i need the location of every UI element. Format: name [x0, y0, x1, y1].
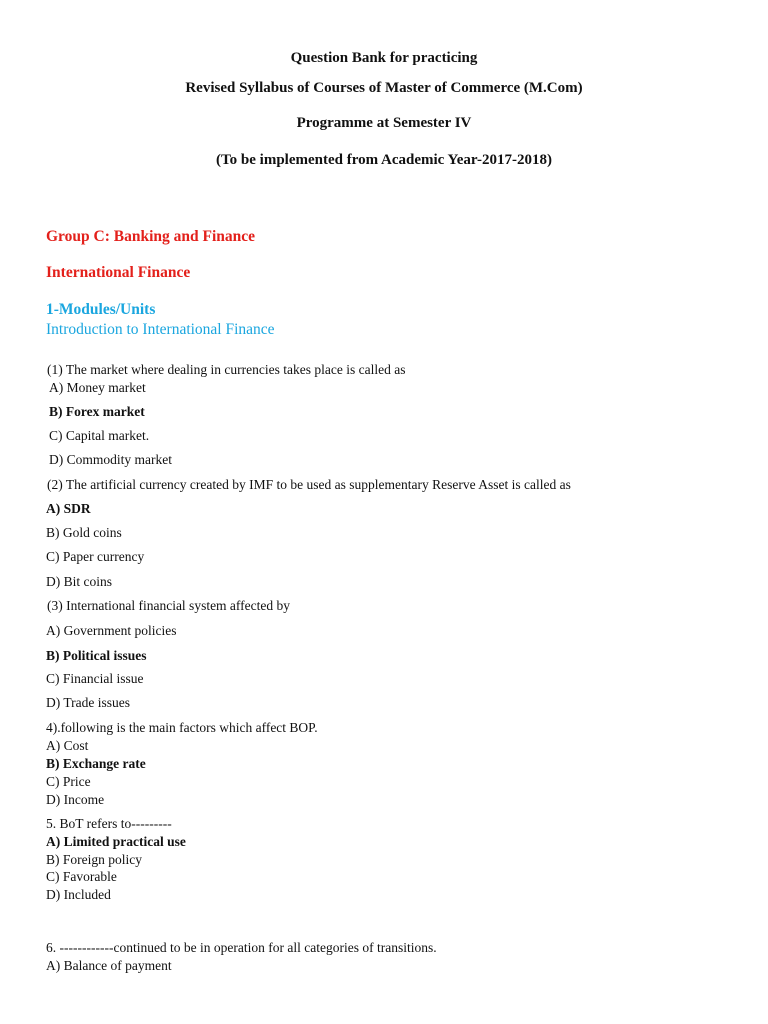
q3-option-d: D) Trade issues — [46, 695, 131, 710]
subject-heading: International Finance — [46, 264, 191, 281]
q1-option-b-answer: B) Forex market — [49, 404, 145, 419]
q2-option-a-answer: A) SDR — [46, 501, 91, 516]
q6-option-a: A) Balance of payment — [46, 958, 172, 973]
q2-option-c: C) Paper currency — [46, 549, 145, 564]
q3-option-c: C) Financial issue — [46, 671, 144, 686]
q4-option-d: D) Income — [46, 792, 105, 807]
q1-option-c: C) Capital market. — [49, 428, 150, 443]
q5-option-d: D) Included — [46, 887, 111, 902]
q3-option-a: A) Government policies — [46, 623, 177, 638]
q1-option-d: D) Commodity market — [49, 452, 172, 467]
module-number: 1-Modules/Units — [46, 301, 156, 318]
question-2: (2) The artificial currency created by IMF to be used as supplementary Reserve Asset is called as — [47, 477, 571, 492]
q4-option-a: A) Cost — [46, 738, 89, 753]
question-4: 4).following is the main factors which affect BOP. — [46, 720, 318, 735]
q3-option-b-answer: B) Political issues — [46, 648, 147, 663]
q5-option-a-answer: A) Limited practical use — [46, 834, 186, 849]
doc-title-line-2: Revised Syllabus of Courses of Master of Commerce (M.Com) — [185, 80, 583, 96]
question-3: (3) International financial system affected by — [47, 598, 291, 613]
q4-option-c: C) Price — [46, 774, 91, 789]
doc-title-line-3: Programme at Semester IV — [296, 115, 472, 131]
q1-option-a: A) Money market — [49, 380, 146, 395]
question-5: 5. BoT refers to--------- — [46, 816, 172, 831]
q2-option-b: B) Gold coins — [46, 525, 122, 540]
doc-title-line-4: (To be implemented from Academic Year-2017-2018) — [216, 152, 552, 168]
q5-option-c: C) Favorable — [46, 869, 117, 884]
question-1: (1) The market where dealing in currencies takes place is called as — [47, 362, 406, 377]
module-title: Introduction to International Finance — [46, 321, 275, 338]
q4-option-b-answer: B) Exchange rate — [46, 756, 146, 771]
q2-option-d: D) Bit coins — [46, 574, 112, 589]
q5-option-b: B) Foreign policy — [46, 852, 142, 867]
question-6: 6. ------------continued to be in operation for all categories of transitions. — [46, 940, 437, 955]
group-heading: Group C: Banking and Finance — [46, 228, 256, 245]
doc-title-line-1: Question Bank for practicing — [290, 50, 478, 66]
